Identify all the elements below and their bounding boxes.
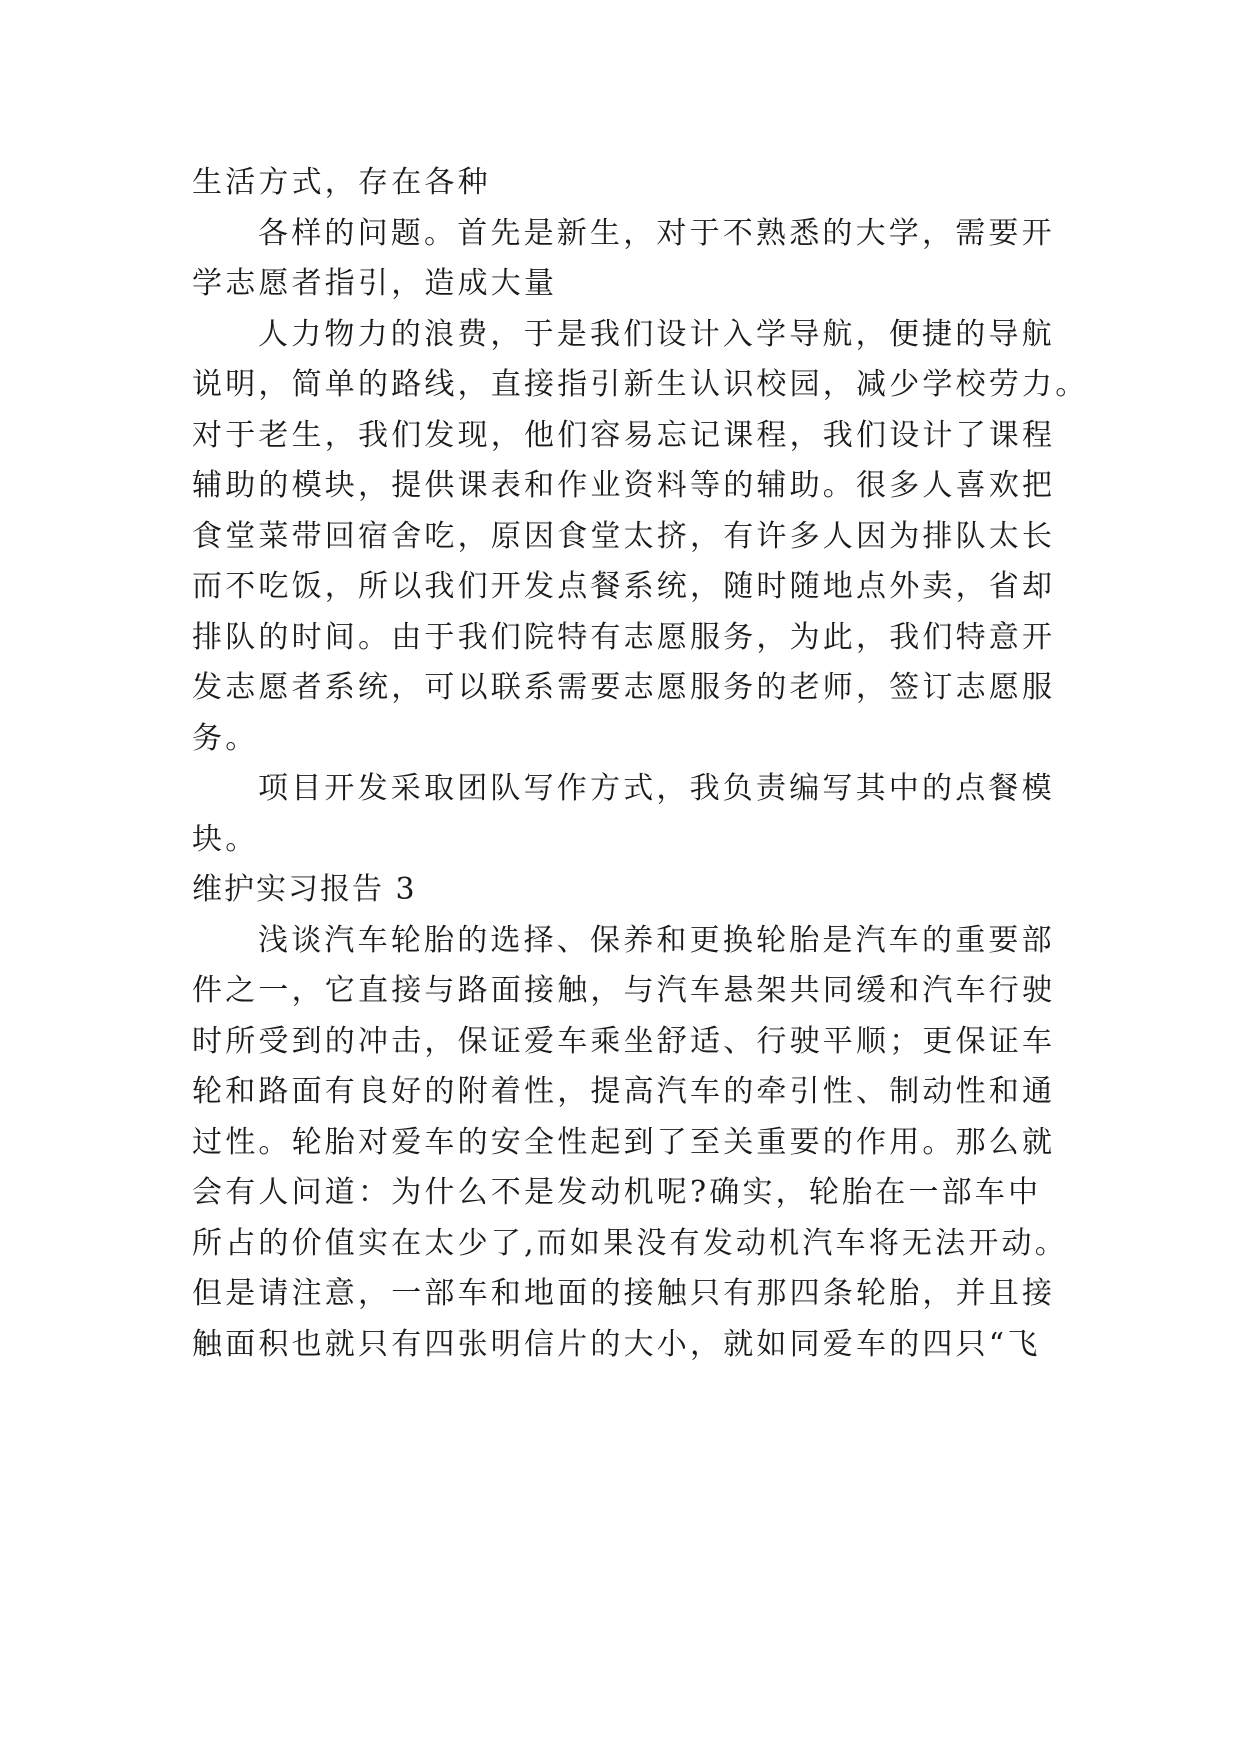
text-line: 各样的问题。首先是新生，对于不熟悉的大学，需要开 — [258, 215, 1055, 251]
paragraph-1 — [192, 158, 1052, 209]
section-heading: 维护实习报告 3 — [192, 872, 417, 907]
text-line: 轮和路面有良好的附着性，提高汽车的牵引性、制动性和通 — [192, 1074, 1056, 1109]
text-line: 而不吃饭，所以我们开发点餐系统，随时随地点外卖，省却 — [192, 569, 1056, 604]
text-line: 块。 — [192, 821, 259, 857]
text-line: 浅谈汽车轮胎的选择、保养和更换轮胎是汽车的重要部 — [258, 922, 1055, 958]
paragraph-4 — [192, 764, 1055, 865]
text-line: 学志愿者指引，造成大量 — [192, 266, 558, 301]
text-line: 但是请注意，一部车和地面的接触只有那四条轮胎，并且接 — [192, 1276, 1056, 1311]
paragraph-2 — [192, 209, 1055, 310]
text-line: 所占的价值实在太少了,而如果没有发动机汽车将无法开动。 — [192, 1225, 1068, 1261]
text-line: 对于老生，我们发现，他们容易忘记课程，我们设计了课程 — [192, 417, 1056, 453]
text-line: 发志愿者系统，可以联系需要志愿服务的老师，签订志愿服 — [192, 670, 1056, 705]
text-line: 排队的时间。由于我们院特有志愿服务，为此，我们特意开 — [192, 619, 1056, 655]
document-body — [192, 158, 1089, 1370]
paragraph-5 — [192, 916, 1068, 1371]
text-line: 件之一，它直接与路面接触，与汽车悬架共同缓和汽车行驶 — [192, 973, 1056, 1008]
text-line: 人力物力的浪费，于是我们设计入学导航，便捷的导航 — [258, 316, 1055, 352]
text-line: 项目开发采取团队写作方式，我负责编写其中的点餐模 — [258, 771, 1055, 806]
text-line: 食堂菜带回宿舍吃，原因食堂太挤，有许多人因为排队太长 — [192, 518, 1056, 554]
text-line: 说明，简单的路线，直接指引新生认识校园，减少学校劳力。 — [192, 367, 1089, 402]
text-line: 会有人问道：为什么不是发动机呢?确实，轮胎在一部车中 — [192, 1175, 1042, 1210]
text-line: 过性。轮胎对爱车的安全性起到了至关重要的作用。那么就 — [192, 1124, 1056, 1160]
text-line: 务。 — [192, 720, 259, 756]
text-line: 生活方式，存在各种 — [192, 165, 491, 200]
text-line: 辅助的模块，提供课表和作业资料等的辅助。很多人喜欢把 — [192, 468, 1056, 503]
text-line: 时所受到的冲击，保证爱车乘坐舒适、行驶平顺；更保证车 — [192, 1023, 1056, 1059]
paragraph-3 — [192, 310, 1089, 765]
text-line: 触面积也就只有四张明信片的大小，就如同爱车的四只“飞 — [192, 1326, 1041, 1362]
